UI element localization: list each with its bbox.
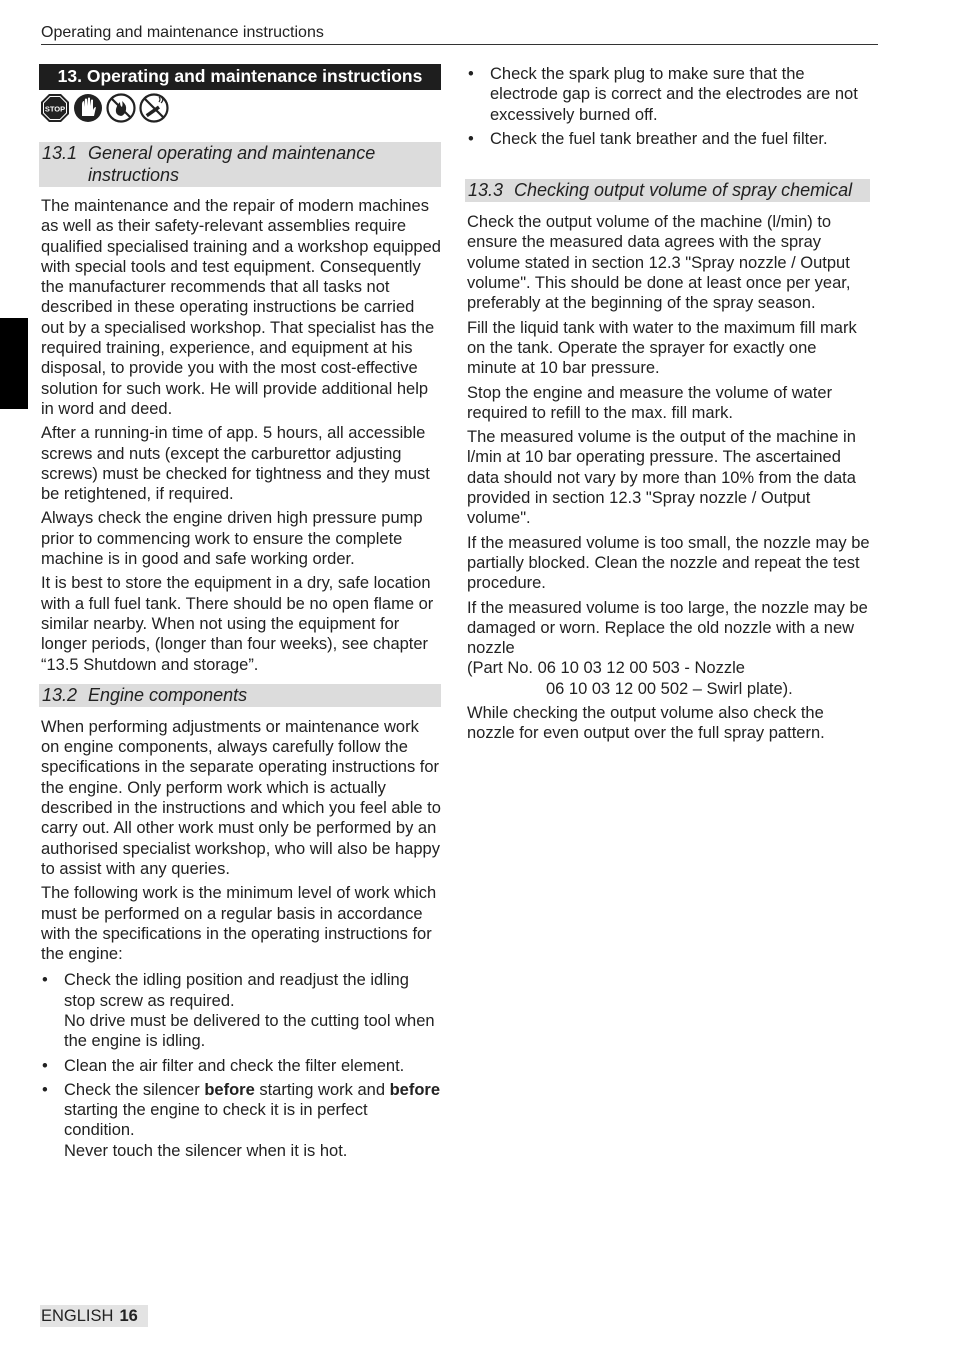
section-number: 13.3 [468, 180, 504, 201]
emphasis: before [204, 1080, 255, 1099]
text-run: Check the silencer [64, 1080, 205, 1099]
page-number: 16 [119, 1307, 138, 1325]
footer-language: ENGLISH [41, 1307, 114, 1325]
paragraph: If the measured volume is too small, the nozzle may be partially blocked. Clean the nozzle and repeat the test procedure. [467, 533, 870, 593]
part-number-line: 06 10 03 12 00 502 – Swirl plate). [546, 679, 793, 698]
text-run: starting the engine to check it is in perfect condition. [64, 1101, 368, 1140]
protective-gloves-icon [73, 93, 103, 123]
section-13-2-heading [39, 684, 441, 707]
paragraph: Check the output volume of the machine (l/min) to ensure the measured data agrees with the spray volume stated in section 12.3 "Spray nozzle / Output volume". This should be done at least once per year, preferably at the beginning of the spray season. [467, 213, 851, 313]
section-number: 13.2 [42, 684, 78, 705]
language-thumb-tab [0, 318, 28, 409]
paragraph: After a running-in time of app. 5 hours, all accessible screws and nuts (except the carburettor adjusting screws) must be checked for tightness and they must be retightened, if required. [41, 424, 430, 504]
paragraph: When performing adjustments or maintenance work on engine components, always carefully follow the specifications in the separate operating instructions for the engine. Only perform work which is actually described in the instructions and which you feel able to carry out. All other work must only be performed by an authorised specialist workshop, who will also be happy to assist with any queries. [41, 717, 441, 878]
running-header: Operating and maintenance instructions [41, 23, 878, 45]
page-footer [40, 1305, 148, 1327]
section-13-1-heading [39, 142, 441, 187]
paragraph: The maintenance and the repair of modern machines as well as their safety-relevant assemblies require qualified specialised training and a workshop equipped with special tools and test equipment. Consequently the manufacturer recommends that all tasks not described in these operating instructions be carried out by a specialised workshop. That specialist has the required training, experience, and equipment at his disposal, to provide you with the most cost-effective solution for such work. He will provide additional help in word and deed. [41, 197, 441, 418]
section-13-2-body [39, 717, 441, 1161]
paragraph: The following work is the minimum level of work which must be performed on a regular basis in accordance with the specifications in the operating instructions for the engine: [41, 884, 437, 964]
paragraph [467, 598, 870, 699]
svg-text:STOP: STOP [44, 104, 66, 114]
paragraph: It is best to store the equipment in a dry, safe location with a full fuel tank. There should be no open flame or similar nearby. When not using the equipment for longer periods, (longer than four weeks), see chapter “13.5 Shutdown and storage”. [41, 574, 434, 674]
paragraph: Stop the engine and measure the volume of water required to refill to the max. fill mark. [467, 383, 833, 422]
left-column [39, 64, 441, 1165]
list-item: • Check the fuel tank breather and the fuel filter. [467, 129, 870, 149]
section-number: 13.1 [42, 143, 78, 163]
engine-checks-list [467, 64, 870, 149]
no-smoking-icon [139, 93, 169, 123]
stop-sign-icon [40, 93, 70, 123]
paragraph: Fill the liquid tank with water to the maximum fill mark on the tank. Operate the sprayer for exactly one minute at 10 bar pressure. [467, 318, 857, 378]
right-column [465, 64, 870, 748]
section-title: Engine components [88, 684, 248, 705]
section-13-1-body [39, 196, 441, 675]
list-item: • Check the spark plug to make sure that the electrode gap is correct and the electrodes are not excessively burned off. [467, 64, 870, 125]
list-item [41, 970, 441, 1051]
paragraph: Always check the engine driven high pressure pump prior to commencing work to ensure the complete machine is in good and safe working order. [41, 509, 423, 569]
paragraph: The measured volume is the output of the machine in l/min at 10 bar operating pressure. The ascertained data should not vary by more than 10% from the data provided in section 12.3 "Spray nozzle / Output volume". [467, 428, 856, 528]
list-item-note: No drive must be delivered to the cutting tool when the engine is idling. [64, 1011, 435, 1051]
safety-icons [40, 93, 441, 125]
section-title: Checking output volume of spray chemical [514, 180, 853, 201]
section-title: General operating and maintenance instructions [88, 143, 376, 185]
paragraph: While checking the output volume also check the nozzle for even output over the full spray pattern. [467, 704, 825, 743]
list-item-text: • Check the idling position and readjust the idling stop screw as required. [64, 971, 409, 1010]
section-13-3-heading [465, 179, 870, 202]
no-fire-icon [106, 93, 136, 123]
list-item-text [64, 1080, 441, 1141]
section-13-3-body [465, 212, 870, 743]
paragraph-text: If the measured volume is too large, the nozzle may be damaged or worn. Replace the old nozzle with a new nozzle [467, 598, 868, 658]
list-item: • Clean the air filter and check the filter element. [41, 1056, 441, 1076]
list-item [41, 1080, 441, 1161]
list-item-note: Never touch the silencer when it is hot. [64, 1141, 348, 1160]
text-run: starting work and [254, 1080, 390, 1099]
part-number-line: (Part No. 06 10 03 12 00 503 - Nozzle [467, 659, 745, 678]
emphasis: before [389, 1080, 441, 1099]
chapter-title: 13. Operating and maintenance instructions [39, 64, 441, 90]
maintenance-list [41, 970, 441, 1161]
